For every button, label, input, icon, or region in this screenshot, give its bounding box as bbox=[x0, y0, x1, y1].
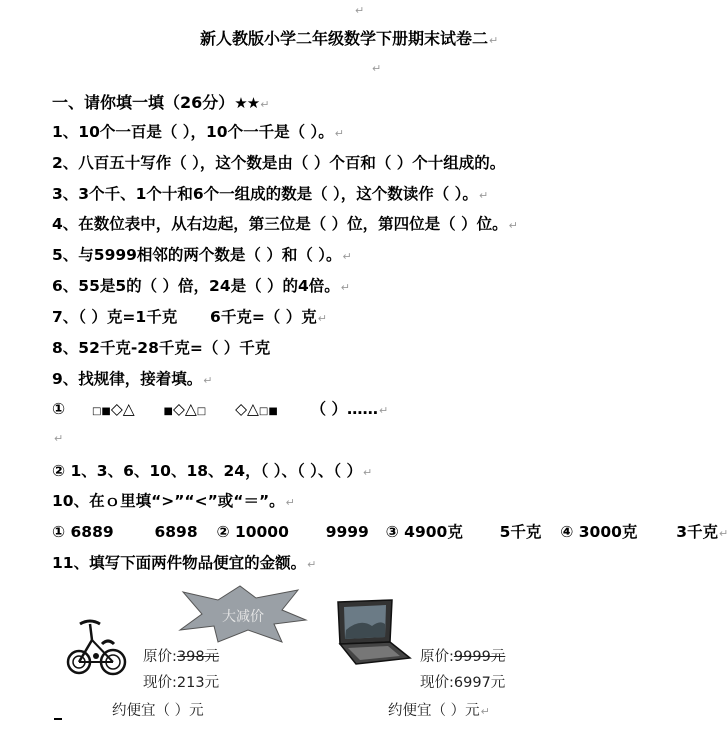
paragraph-mark: ↵ bbox=[317, 312, 327, 325]
paragraph-mark: ↵ bbox=[719, 527, 728, 540]
bike-current-price-row bbox=[143, 671, 219, 692]
shape-group-2 bbox=[164, 400, 212, 418]
pattern-row-1 bbox=[52, 397, 388, 419]
paragraph-mark: ↵ bbox=[379, 404, 389, 417]
shape-group-1 bbox=[92, 400, 140, 418]
compare-item: 5千克 bbox=[499, 523, 542, 541]
compare-item: ④ 3000克 bbox=[560, 523, 638, 541]
question-1 bbox=[52, 120, 344, 142]
open-square-shape: □ bbox=[91, 406, 102, 417]
text-cursor-mark bbox=[54, 718, 62, 720]
question-8 bbox=[52, 336, 270, 358]
question-text: ② 1、3、6、10、18、24，（ ）、（ ）、（ ） bbox=[52, 462, 363, 480]
compare-item: ② 10000 bbox=[216, 523, 289, 541]
filled-square-shape: ■ bbox=[101, 406, 111, 417]
tricycle-icon bbox=[66, 616, 130, 678]
difficulty-stars: ★★ bbox=[234, 94, 260, 112]
paragraph-mark: ↵ bbox=[480, 705, 490, 718]
shape-group-3 bbox=[235, 400, 283, 418]
question-2 bbox=[52, 151, 505, 173]
paragraph-mark: ↵ bbox=[508, 219, 518, 232]
question-text-2: 6千克=（ ）克 bbox=[210, 308, 317, 326]
paragraph-mark: ↵ bbox=[363, 466, 373, 479]
compare-item: ① 6889 bbox=[52, 523, 114, 541]
diamond-shape: ◇ bbox=[110, 400, 123, 418]
empty-line-mark: ↵ bbox=[372, 62, 382, 75]
original-price-value: 398元 bbox=[176, 649, 220, 665]
question-text: 8、52千克-28千克=（ ）千克 bbox=[52, 339, 271, 357]
laptop-original-price-row bbox=[420, 645, 505, 666]
paragraph-mark: ↵ bbox=[340, 281, 351, 294]
open-square-shape: □ bbox=[196, 406, 207, 417]
original-price-value: 9999元 bbox=[453, 649, 506, 665]
section-label: 一、请你填一填（26分） bbox=[52, 93, 235, 112]
question-text: 5、与5999相邻的两个数是（ ）和（ ）。 bbox=[52, 246, 342, 264]
question-text: 10、在ｏ里填“>”“<”或“＝”。 bbox=[52, 492, 285, 510]
compare-item: 3千克 bbox=[676, 523, 719, 541]
laptop-savings-blank bbox=[388, 699, 490, 720]
paragraph-mark: ↵ bbox=[307, 558, 317, 571]
page-title-text: 新人教版小学二年级数学下册期末试卷二 bbox=[200, 29, 489, 48]
question-9 bbox=[52, 367, 213, 389]
paragraph-mark: ↵ bbox=[342, 250, 352, 263]
original-price-label: 原价: bbox=[143, 649, 177, 665]
question-text: 3、3个千、1个十和6个一组成的数是（ ），这个数读作（ ）。 bbox=[52, 185, 478, 203]
savings-text: 约便宜（ ）元 bbox=[388, 703, 480, 719]
compare-item: ③ 4900克 bbox=[385, 523, 463, 541]
question-5 bbox=[52, 243, 352, 265]
question-3 bbox=[52, 182, 488, 204]
question-6 bbox=[52, 274, 350, 296]
question-text: 9、找规律，接着填。 bbox=[52, 370, 203, 388]
question-text: 7、（ ）克=1千克 bbox=[52, 308, 178, 326]
page-title bbox=[200, 26, 498, 49]
filled-square-shape: ■ bbox=[268, 406, 278, 417]
question-10 bbox=[52, 489, 295, 511]
empty-line-mark: ↵ bbox=[54, 432, 64, 445]
paragraph-mark: ↵ bbox=[334, 127, 344, 140]
paragraph-mark: ↵ bbox=[203, 374, 213, 387]
original-price-label: 原价: bbox=[420, 649, 454, 665]
current-price-label: 现价: bbox=[143, 675, 177, 691]
diamond-shape: ◇ bbox=[235, 400, 247, 418]
filled-square-shape: ■ bbox=[163, 406, 173, 417]
open-square-shape: □ bbox=[258, 406, 269, 417]
laptop-icon bbox=[334, 598, 412, 668]
pattern-answer-blank: （ ）…… bbox=[310, 400, 379, 418]
circled-number: ① bbox=[52, 400, 66, 418]
bike-original-price-row bbox=[143, 645, 219, 666]
question-text: 2、八百五十写作（ ），这个数是由（ ）个百和（ ）个十组成的。 bbox=[52, 154, 506, 172]
triangle-shape: △ bbox=[246, 400, 259, 418]
question-4 bbox=[52, 212, 518, 234]
paragraph-mark: ↵ bbox=[489, 34, 499, 47]
paragraph-mark: ↵ bbox=[478, 189, 489, 202]
question-text: 6、55是5的（ ）倍，24是（ ）的4倍。 bbox=[52, 277, 340, 295]
comparison-row bbox=[52, 520, 728, 542]
question-text: 1、10个一百是（ ），10个一千是（ ）。 bbox=[52, 123, 334, 141]
paragraph-mark: ↵ bbox=[285, 496, 295, 509]
pattern-row-2 bbox=[52, 459, 372, 481]
section-heading bbox=[52, 90, 269, 113]
current-price-value: 213元 bbox=[176, 675, 220, 691]
question-11 bbox=[52, 551, 316, 573]
bike-savings-blank: 约便宜（ ）元 bbox=[112, 703, 204, 719]
laptop-current-price-row bbox=[420, 671, 505, 692]
compare-item: 9999 bbox=[325, 523, 369, 541]
triangle-shape: △ bbox=[184, 400, 197, 418]
diamond-shape: ◇ bbox=[172, 400, 185, 418]
current-price-label: 现价: bbox=[420, 675, 454, 691]
current-price-value: 6997元 bbox=[453, 675, 506, 691]
compare-item: 6898 bbox=[154, 523, 198, 541]
question-7 bbox=[52, 305, 327, 327]
triangle-shape: △ bbox=[122, 400, 135, 418]
sale-badge-label: 大减价 bbox=[222, 609, 264, 625]
question-text: 4、在数位表中，从右边起，第三位是（ ）位，第四位是（ ）位。 bbox=[52, 215, 508, 233]
paragraph-mark: ↵ bbox=[260, 98, 270, 111]
question-text: 11、填写下面两件物品便宜的金额。 bbox=[52, 554, 307, 572]
top-pilcrow-mark: ↵ bbox=[355, 4, 365, 17]
